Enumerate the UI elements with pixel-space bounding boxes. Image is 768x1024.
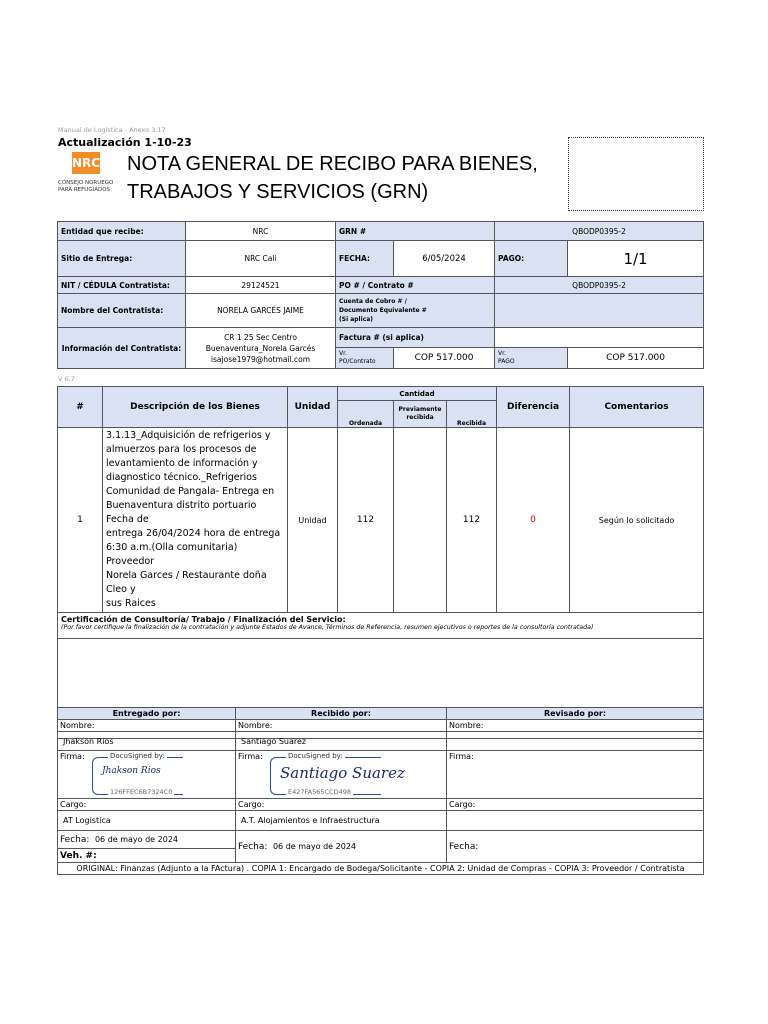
- entregado-fecha-label: Fecha:: [60, 834, 90, 845]
- entregado-signature: Jhakson Rios: [102, 766, 161, 776]
- items-table: [57, 386, 704, 739]
- docusigned-label: DocuSigned by:: [110, 752, 165, 760]
- col-prev-line-1: Previamente: [398, 406, 442, 413]
- desc-line: 6:30 a.m.(Olla comunitaria) Proveedor: [106, 542, 238, 567]
- revisado-cargo-label: Cargo:: [447, 799, 704, 811]
- recibido-cargo: A.T. Alojamientos e Infraestructura: [236, 811, 447, 831]
- grn-value: QBODP0395-2: [495, 222, 704, 241]
- recibido-nombre: Santiago Suarez: [236, 732, 447, 751]
- nrc-logo: [58, 152, 118, 193]
- desc-line: Buenaventura distrito portuario Fecha de: [106, 500, 257, 525]
- contratista-info-line-3: isajose1979@hotmail.com: [210, 354, 311, 364]
- desc-line: 3.1.13_Adquisición de refrigerios y: [106, 430, 271, 441]
- nit-value: 29124521: [186, 277, 336, 294]
- vr-pago-label: [495, 348, 568, 369]
- entregado-firma-label: Firma:: [60, 752, 85, 761]
- cuenta-label-line-2: Documento Equivalente #: [339, 307, 427, 314]
- contratista-info-line-1: CR 1 25 Sec Centro: [224, 332, 297, 342]
- col-ordered: Ordenada: [338, 401, 394, 428]
- col-unit: Unidad: [288, 387, 338, 428]
- logo-mark: NRC: [72, 152, 100, 174]
- col-quantity: Cantidad: [338, 387, 497, 401]
- desc-line: sus Raices: [106, 598, 156, 609]
- col-received: Recibida: [447, 401, 497, 428]
- revisado-fecha-label: Fecha:: [447, 831, 704, 863]
- nit-label: NIT / CÉDULA Contratista:: [58, 277, 186, 294]
- recibido-header: Recibido por:: [236, 708, 447, 720]
- cuenta-cobro-value: [495, 294, 704, 328]
- desc-line: diagnostico técnico._Refrigerios: [106, 472, 257, 483]
- entregado-fecha: 06 de mayo de 2024: [94, 834, 179, 844]
- col-previously-received: [394, 401, 447, 428]
- desc-line: entrega 26/04/2024 hora de entrega: [106, 528, 281, 539]
- recibido-firma: [236, 751, 447, 799]
- vr-pago-label-1: Vr.: [498, 350, 506, 357]
- manual-reference: Manual de Logística - Anexo 3.17: [58, 126, 166, 134]
- vr-po-label-2: PO/Contrato: [339, 358, 376, 365]
- entregado-cargo-label: Cargo:: [58, 799, 236, 811]
- factura-label: Factura # (si aplica): [336, 328, 495, 348]
- revisado-header: Revisado por:: [447, 708, 704, 720]
- entidad-label: Entidad que recibe:: [58, 222, 186, 241]
- cuenta-label-line-3: (Si aplica): [339, 316, 374, 323]
- po-value: QBODP0395-2: [495, 277, 704, 294]
- entregado-firma: [58, 751, 236, 799]
- vehicle-label: Veh. #:: [58, 849, 236, 863]
- contratista-info-line-2: Buenaventura_Norela Garcés: [205, 343, 316, 353]
- entregado-nombre: Jhakson Rios: [58, 732, 236, 751]
- nombre-contratista-label: Nombre del Contratista:: [58, 294, 186, 328]
- col-difference: Diferencia: [497, 387, 570, 428]
- recibido-cargo-label: Cargo:: [236, 799, 447, 811]
- document-title: [127, 150, 538, 206]
- recibido-fecha-row: [236, 831, 447, 863]
- cuenta-label-line-1: Cuenta de Cobro # /: [339, 298, 407, 305]
- desc-line: almuerzos para los procesos de: [106, 444, 257, 455]
- col-comments: Comentarios: [570, 387, 704, 428]
- certification-header: [58, 613, 704, 639]
- pago-value: 1/1: [568, 241, 704, 277]
- entregado-fecha-row: [58, 831, 236, 849]
- row-description: [103, 428, 288, 613]
- pago-label: PAGO:: [495, 241, 568, 277]
- sitio-label: Sitio de Entrega:: [58, 241, 186, 277]
- recibido-firma-label: Firma:: [238, 752, 263, 761]
- row-number: 1: [58, 428, 103, 613]
- title-line-1: NOTA GENERAL DE RECIBO PARA BIENES,: [127, 153, 538, 175]
- recibido-signature-id: E427FA565CCD498: [288, 788, 351, 796]
- row-ordered: 112: [338, 428, 394, 613]
- entregado-nombre-label: Nombre:: [58, 720, 236, 732]
- recibido-signature: Santiago Suarez: [280, 764, 405, 782]
- fecha-value: 6/05/2024: [394, 241, 495, 277]
- contratista-info-value: [186, 328, 336, 369]
- entregado-cargo: AT Logistica: [58, 811, 236, 831]
- revisado-nombre: [447, 732, 704, 751]
- vr-pago-value: COP 517.000: [568, 348, 704, 369]
- po-label: PO # / Contrato #: [336, 277, 495, 294]
- vr-po-value: COP 517.000: [394, 348, 495, 369]
- col-number: #: [58, 387, 103, 428]
- recibido-nombre-label: Nombre:: [236, 720, 447, 732]
- vr-po-label-1: Vr.: [339, 350, 347, 357]
- logo-caption-1: CONSEJO NORUEGO: [58, 180, 114, 186]
- revisado-nombre-label: Nombre:: [447, 720, 704, 732]
- grn-label: GRN #: [336, 222, 495, 241]
- row-difference: 0: [497, 428, 570, 613]
- entregado-header: Entregado por:: [58, 708, 236, 720]
- fecha-label: FECHA:: [336, 241, 394, 277]
- docusigned-label: DocuSigned by:: [288, 752, 343, 760]
- desc-line: levantamiento de información y: [106, 458, 258, 469]
- copies-footer: ORIGINAL: Finanzas (Adjunto a la FActura) . COPIA 1: Encargado de Bodega/Solicitante - COPIA 2: Unidad de Compras - COPIA 3: Proveedor / Contratista: [58, 863, 704, 875]
- row-previously-received: [394, 428, 447, 613]
- row-received: 112: [447, 428, 497, 613]
- col-description: Descripción de los Bienes: [103, 387, 288, 428]
- vr-po-label: [336, 348, 394, 369]
- contratista-info-label: Información del Contratista:: [58, 328, 186, 369]
- row-comments: Según lo solicitado: [570, 428, 704, 613]
- vr-pago-label-2: PAGO: [498, 358, 515, 365]
- cuenta-cobro-label: [336, 294, 495, 328]
- stamp-box: [568, 137, 704, 211]
- recibido-fecha-label: Fecha:: [238, 841, 268, 852]
- recibido-fecha: 06 de mayo de 2024: [272, 841, 357, 851]
- entregado-signature-id: 126FFEC6B7324C0: [110, 788, 173, 796]
- signature-table: [57, 707, 704, 875]
- certification-note: (Por favor certifique la finalización de la contratación y adjunte Estados de Avance, Términos de Referencia, resumen ejecutivos o reportes de la consultoría contratada): [61, 624, 594, 631]
- col-prev-line-2: recibida: [406, 414, 434, 421]
- logo-caption-2: PARA REFUGIADOS: [58, 186, 111, 193]
- info-table: [57, 221, 704, 369]
- row-unit: Unidad: [288, 428, 338, 613]
- version-label: V 6.7: [58, 375, 75, 383]
- desc-line: Norela Garces / Restaurante doña Cleo y: [106, 570, 267, 595]
- certification-title: Certificación de Consultoría/ Trabajo / Finalización del Servicio:: [61, 615, 346, 624]
- factura-value: [495, 328, 704, 348]
- nombre-contratista-value: NORELA GARCÉS JAIME: [186, 294, 336, 328]
- table-row: [58, 428, 704, 613]
- revisado-cargo: [447, 811, 704, 831]
- revisado-firma-label: Firma:: [447, 751, 704, 799]
- title-line-2: TRABAJOS Y SERVICIOS (GRN): [127, 181, 429, 203]
- entidad-value: NRC: [186, 222, 336, 241]
- update-label: Actualización 1-10-23: [58, 136, 192, 149]
- sitio-value: NRC Cali: [186, 241, 336, 277]
- desc-line: Comunidad de Pangala- Entrega en: [106, 486, 275, 497]
